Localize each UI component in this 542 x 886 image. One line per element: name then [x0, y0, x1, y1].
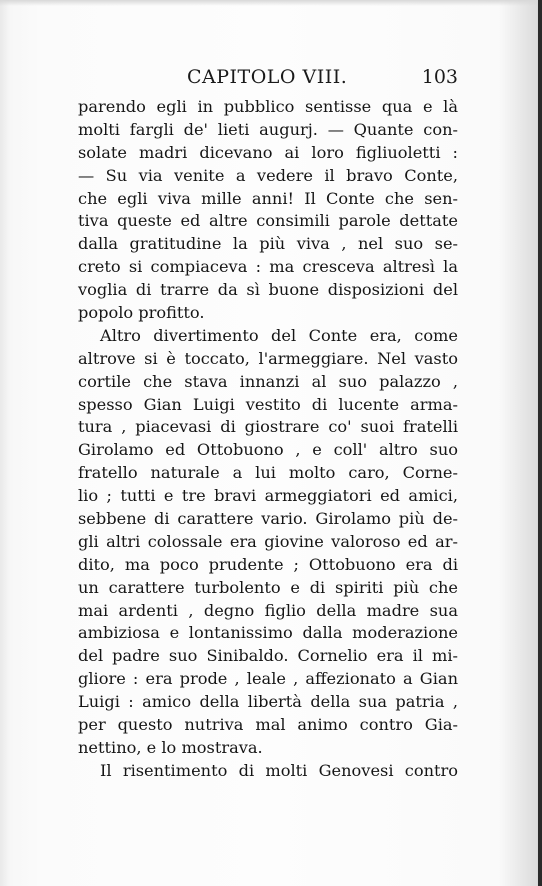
page-right-edge [538, 0, 542, 886]
paragraph-start-line: Altro divertimento del Conte era, come [100, 325, 458, 345]
text-line: spesso Gian Luigi vestito di lucente arma- [78, 394, 458, 414]
page-header [78, 62, 458, 92]
text-line: del padre suo Sinibaldo. Cornelio era il mi- [78, 646, 458, 666]
text-line: solate madri dicevano ai loro figliuoletti : [78, 142, 458, 162]
text-line: tura , piacevasi di giostrare co' suoi fratelli [78, 417, 458, 437]
text-line: Girolamo ed Ottobuono , e coll' altro suo [78, 440, 458, 460]
text-line: creto si compiaceva : ma cresceva altresì la [78, 257, 458, 277]
text-line: mai ardenti , degno figlio della madre sua [78, 600, 458, 620]
text-line: ambiziosa e lontanissimo dalla moderazione [78, 623, 458, 643]
text-line: dalla gratitudine la più viva , nel suo se- [78, 234, 458, 254]
text-line: dito, ma poco prudente ; Ottobuono era di [78, 554, 458, 574]
paragraph-start-line: Il risentimento di molti Genovesi contro [100, 760, 458, 780]
text-line: cortile che stava innanzi al suo palazzo , [78, 371, 458, 391]
text-line: gliore : era prode , leale , affezionato a Gian [78, 669, 458, 689]
text-line: gli altri colossale era giovine valoroso ed ar- [78, 531, 458, 551]
text-line: altrove si è toccato, l'armeggiare. Nel vasto [78, 348, 458, 368]
text-line: molti fargli de' lieti augurj. — Quante con- [78, 119, 458, 139]
text-line: parendo egli in pubblico sentisse qua e là [78, 97, 458, 116]
paragraph-end-line: popolo profitto. [78, 303, 205, 323]
text-line: tiva queste ed altre consimili parole dettate [78, 211, 458, 231]
paragraph-end-line: nettino, e lo mostrava. [78, 737, 263, 757]
text-line: — Su via venite a vedere il bravo Conte, [78, 165, 458, 185]
page-top-shadow [0, 0, 542, 6]
text-line: voglia di trarre da sì buone disposizioni del [78, 280, 458, 300]
text-line: per questo nutriva mal animo contro Gia- [78, 715, 458, 735]
page-number: 103 [421, 66, 458, 88]
text-line: Luigi : amico della libertà della sua patria , [78, 692, 458, 712]
running-head: CAPITOLO VIII. [187, 66, 348, 88]
body-text [78, 96, 458, 783]
text-line: un carattere turbolento e di spiriti più che [78, 577, 458, 597]
text-line: lio ; tutti e tre bravi armeggiatori ed amici, [78, 486, 458, 506]
text-line: sebbene di carattere vario. Girolamo più de- [78, 509, 458, 529]
text-line: che egli viva mille anni! Il Conte che sen- [78, 188, 458, 208]
text-line: fratello naturale a lui molto caro, Corne- [78, 463, 458, 483]
